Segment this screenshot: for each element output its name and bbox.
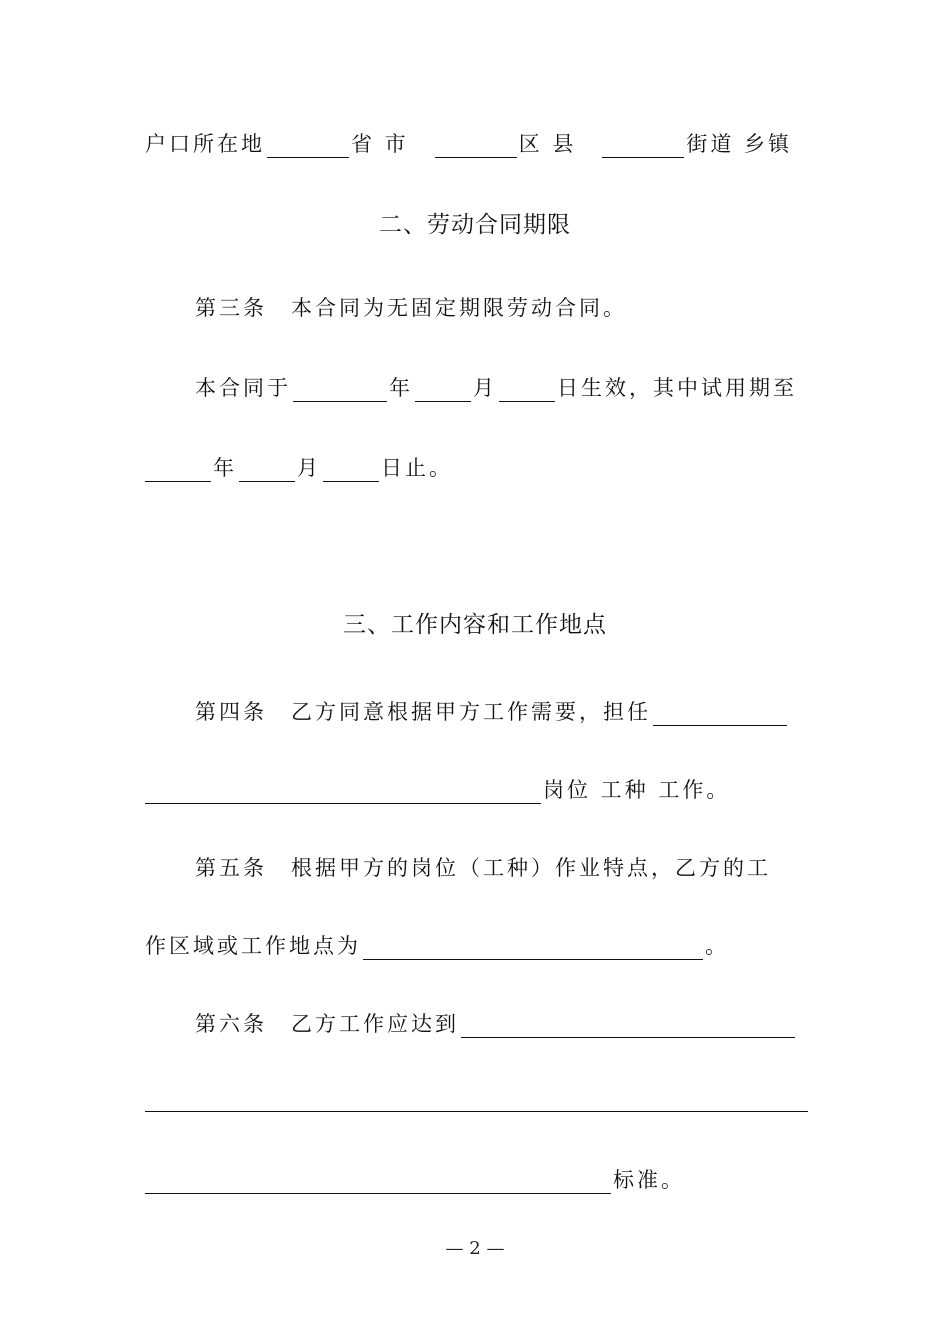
residence-label: 户口所在地: [145, 132, 265, 156]
article-4-suffix: 岗位 工种 工作。: [543, 778, 731, 802]
article-6: [145, 1002, 810, 1038]
standard-blank-3: [145, 1167, 611, 1194]
effective-year-blank: [293, 375, 387, 402]
probation-year-blank: [145, 455, 211, 482]
residence-line: [145, 122, 810, 158]
article-4-number: 第四条: [195, 700, 267, 724]
effective-year-label: 年: [389, 376, 413, 400]
article-5-end: 。: [705, 934, 729, 958]
article-5-text: 根据甲方的岗位（工种）作业特点，乙方的工: [291, 856, 771, 880]
article-6-number: 第六条: [195, 1012, 267, 1036]
effective-day-text: 日生效，其中试用期至: [557, 376, 797, 400]
probation-day-text: 日止。: [381, 456, 453, 480]
article-5-line2-text: 作区域或工作地点为: [145, 934, 361, 958]
province-city-label: 省 市: [351, 132, 409, 156]
probation-end-line: [145, 446, 810, 482]
section-heading-term: 二、劳动合同期限: [379, 212, 571, 238]
page-number: — 2 —: [445, 1238, 505, 1259]
article-4-line2: [145, 768, 810, 804]
article-6-line3: [145, 1158, 810, 1194]
standard-blank-2: [145, 1085, 808, 1112]
article-5: [145, 846, 810, 882]
work-location-blank: [363, 933, 703, 960]
district-county-label: 区 县: [518, 132, 577, 156]
street-town-label: 街道 乡镇: [686, 132, 793, 156]
article-4: [145, 690, 810, 726]
article-6-text: 乙方工作应达到: [291, 1012, 459, 1036]
article-6-suffix: 标准。: [613, 1168, 685, 1192]
effective-prefix: 本合同于: [195, 376, 291, 400]
article-5-line2: [145, 924, 810, 960]
effective-day-blank: [499, 375, 555, 402]
province-blank: [267, 131, 349, 158]
effective-month-blank: [415, 375, 471, 402]
district-blank: [435, 131, 517, 158]
standard-blank: [461, 1011, 795, 1038]
probation-year-label: 年: [213, 456, 237, 480]
article-4-text: 乙方同意根据甲方工作需要，担任: [291, 700, 651, 724]
position-blank-2: [145, 777, 541, 804]
article-6-line2: [145, 1076, 810, 1112]
probation-day-blank: [323, 455, 379, 482]
article-3: [145, 286, 810, 322]
article-5-number: 第五条: [195, 856, 267, 880]
effective-date-line: [145, 366, 810, 402]
street-blank: [602, 131, 684, 158]
probation-month-blank: [239, 455, 295, 482]
article-3-number: 第三条: [195, 296, 267, 320]
position-blank: [653, 699, 787, 726]
section-heading-work: 三、工作内容和工作地点: [343, 612, 607, 638]
probation-month-label: 月: [297, 456, 321, 480]
effective-month-label: 月: [473, 376, 497, 400]
article-3-text: 本合同为无固定期限劳动合同。: [291, 296, 627, 320]
